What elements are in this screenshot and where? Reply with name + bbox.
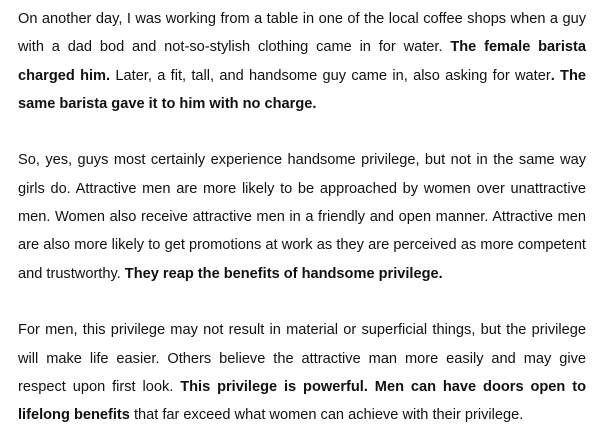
paragraph-text: For men, this privilege may not result in material or superficial things, but the privilege will make life easier. Others believe the attractive man more easily and may give respect upon first look. — [18, 322, 586, 395]
bold-emphasis-text: This privilege is powerful. Men can have doors open to lifelong benefits — [18, 378, 586, 424]
paragraph-coffee-shop — [18, 5, 586, 118]
paragraph-text: Later, a fit, tall, and handsome guy came in, also asking for water — [110, 67, 551, 84]
bold-emphasis-text: . The same barista gave it to him with no charge. — [18, 67, 586, 112]
bold-emphasis-text: The female barista charged him. — [18, 39, 586, 84]
paragraph-handsome-privilege — [18, 146, 586, 287]
paragraph-lifelong-benefits — [18, 316, 586, 429]
paragraph-text: that far exceed what women can achieve with their privilege. — [129, 407, 524, 424]
paragraph-text: On another day, I was working from a table in one of the local coffee shops when a guy with a dad bod and not-so-stylish clothing came in for water. — [18, 11, 586, 56]
paragraph-text: So, yes, guys most certainly experience handsome privilege, but not in the same way girls do. Attractive men are more likely to be approached by women over unattractive men. Women also receive attractive men in a friendly and open manner. Attractive men are also more likely to get promotions at work as they are perceived as more competent and trustworthy. — [18, 152, 586, 282]
article-body — [18, 5, 586, 429]
bold-emphasis-text: They reap the benefits of handsome privilege. — [124, 265, 443, 282]
